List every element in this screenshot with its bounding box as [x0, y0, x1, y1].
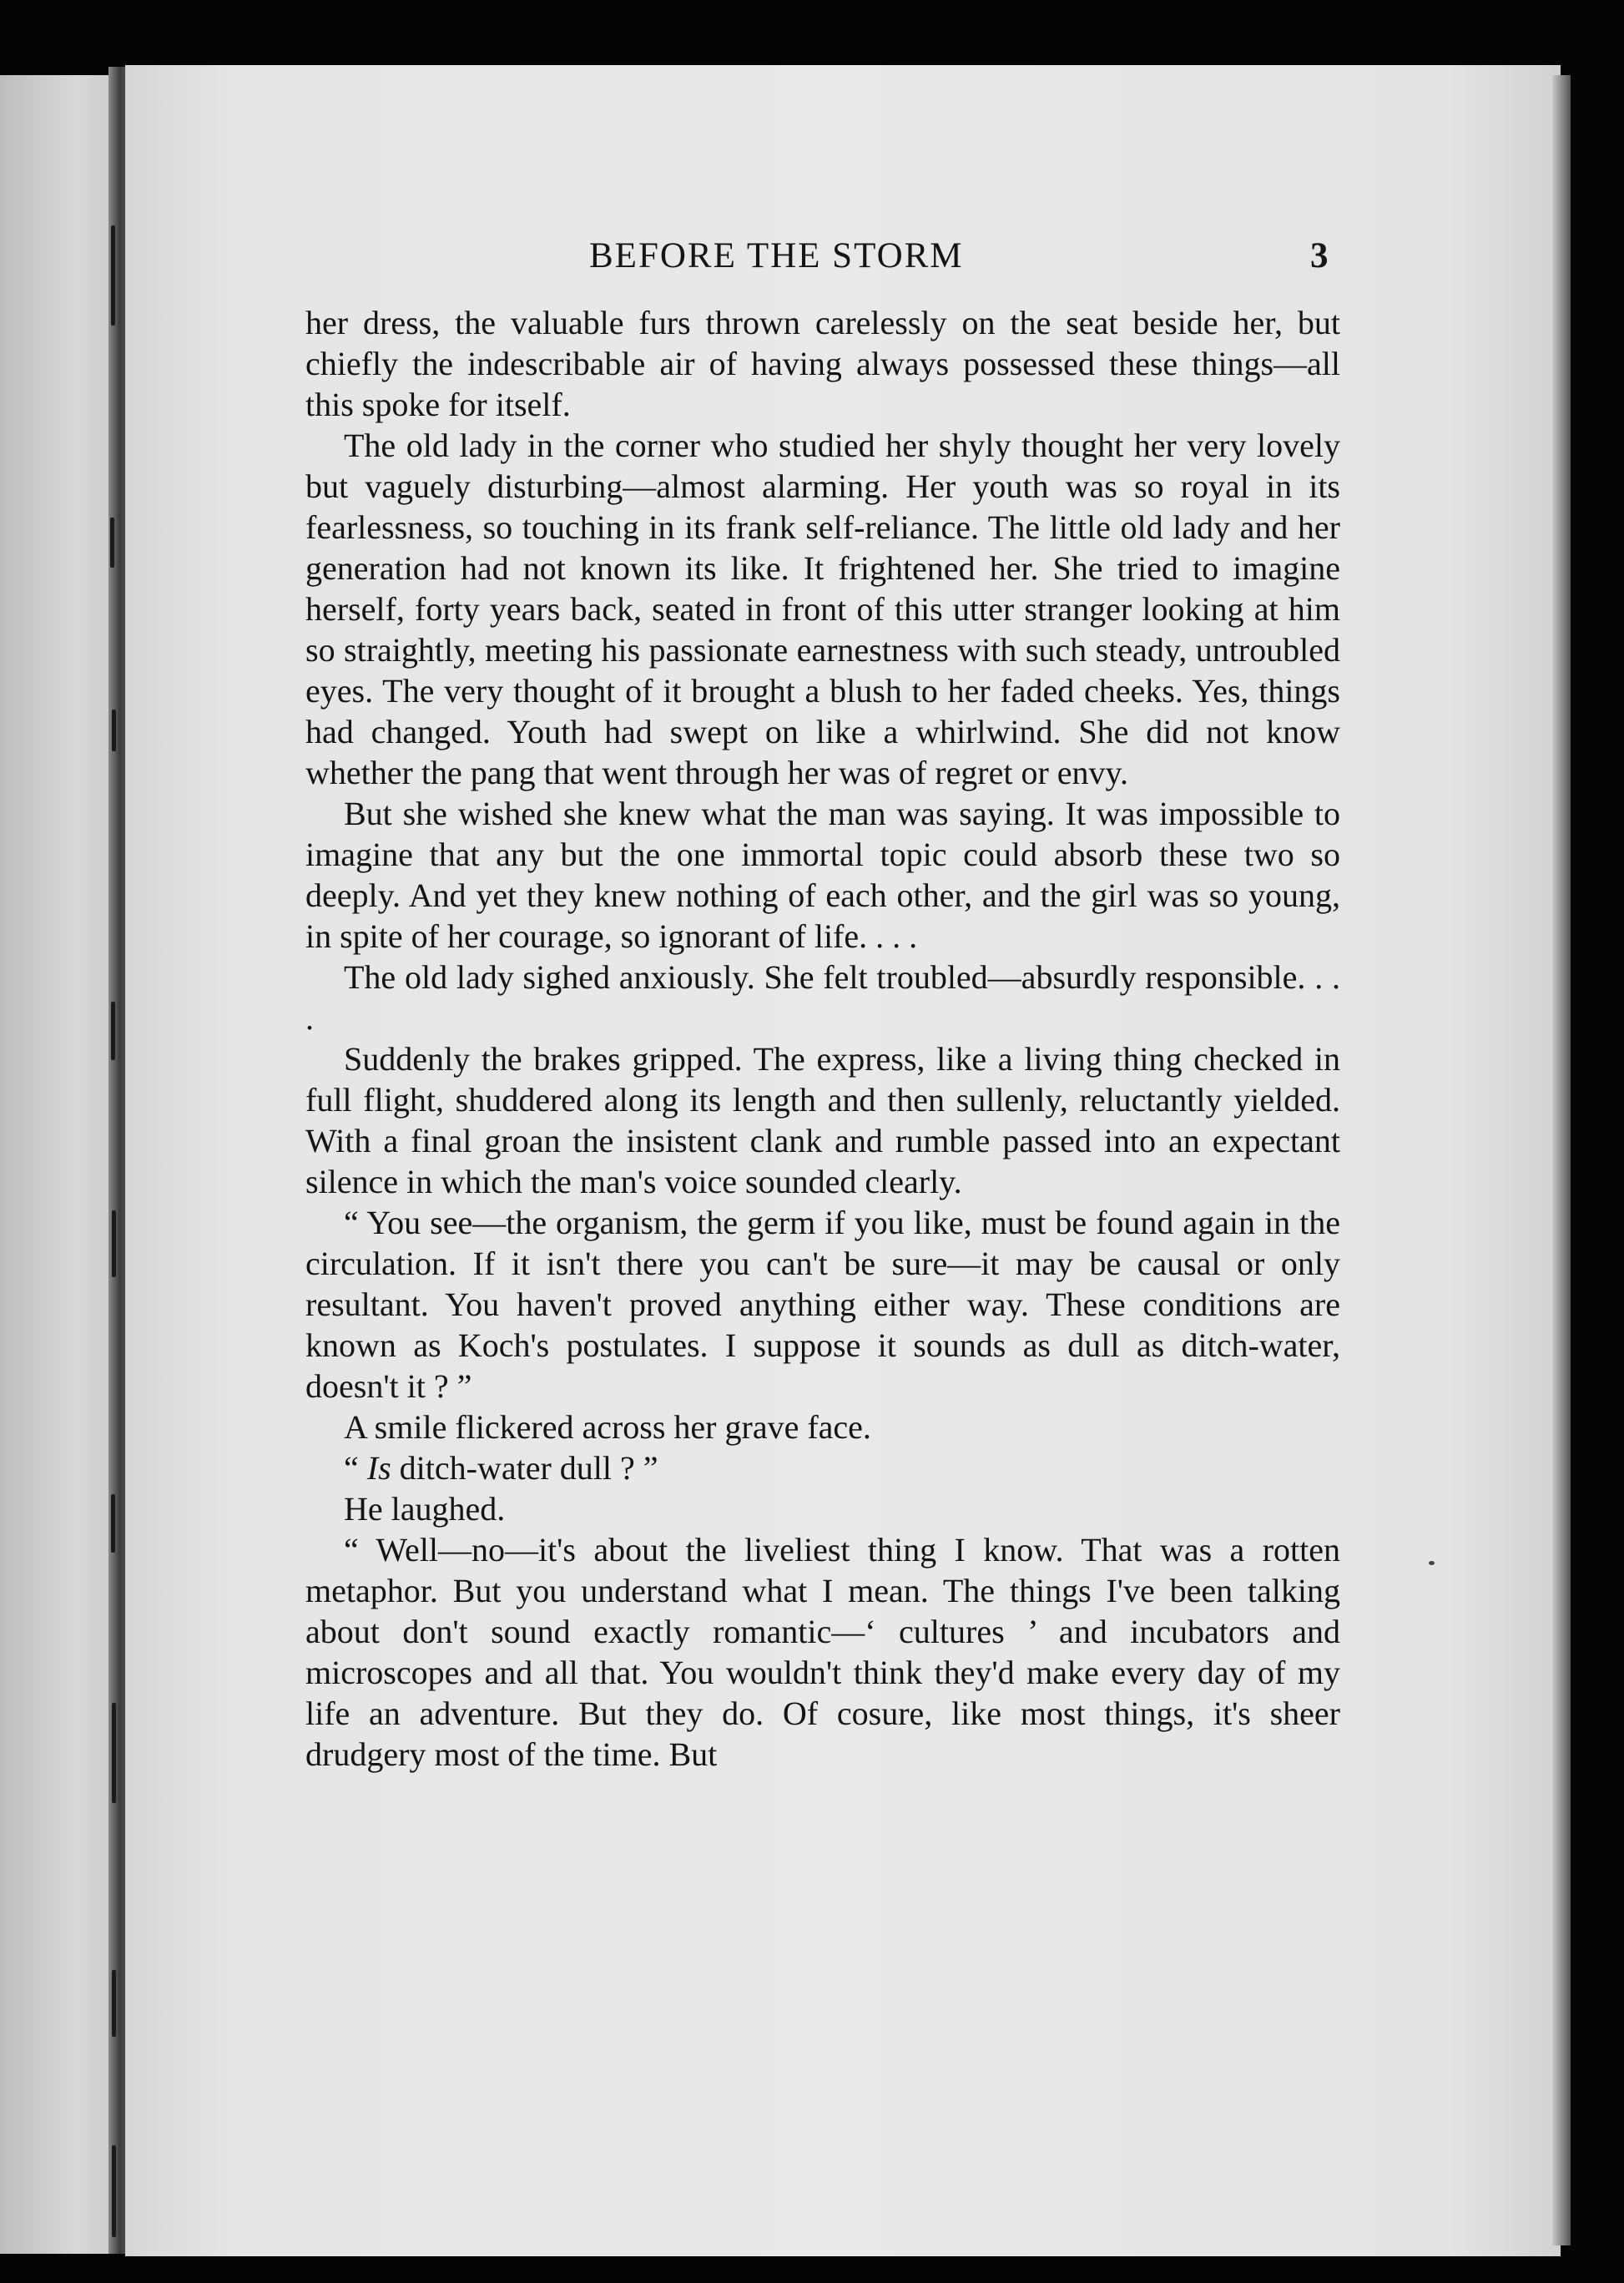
- quote-open: “: [344, 1449, 367, 1487]
- binding-mark: [111, 225, 115, 326]
- binding-mark: [111, 1002, 115, 1060]
- binding-mark: [112, 2145, 116, 2237]
- quote-rest: ditch-water dull ? ”: [391, 1449, 658, 1487]
- paragraph: The old lady in the corner who studied her shyly thought her very lovely but vaguely disturbing—almost alarming. Her youth was so royal in its fearlessness, so touching in its frank self-reliance. The little old lady and her generation had not known its like. It frightened her. She tried to imagine herself, forty years back, seated in front of this utter stranger looking at him so straightly, meeting his passionate earnestness with such steady, untroubled eyes. The very thought of it brought a blush to her faded cheeks. Yes, things had changed. Youth had swept on like a whirlwind. She did not know whether the pang that went through her was of regret or envy.: [305, 427, 1340, 791]
- paragraph: her dress, the valuable furs thrown carelessly on the seat beside her, but chiefly the indescribable air of having always possessed these things—all this spoke for itself.: [305, 304, 1340, 423]
- dialogue-line: [305, 1447, 1340, 1488]
- running-head-title: BEFORE THE STORM: [589, 236, 964, 275]
- page-fore-edge: [1552, 75, 1571, 2245]
- paragraph: Suddenly the brakes gripped. The express, like a living thing checked in full flight, shuddered along its length and then sullenly, reluctantly yielded. With a final groan the insistent clank and rumble passed into an expectant silence in which the man's voice sounded clearly.: [305, 1040, 1340, 1200]
- paragraph: The old lady sighed anxiously. She felt troubled—absurdly responsible. . . .: [305, 958, 1340, 1037]
- body-text: [305, 302, 1340, 1775]
- paragraph: He laughed.: [344, 1490, 506, 1528]
- scan-speck: [1429, 1561, 1435, 1565]
- running-head: [305, 235, 1340, 285]
- italic-word: Is: [366, 1449, 391, 1487]
- binding-mark: [112, 710, 116, 751]
- facing-page-edge: [0, 75, 125, 2254]
- paragraph: But she wished she knew what the man was saying. It was impossible to imagine that any but the one immortal topic could absorb these two so deeply. And yet they knew nothing of each other, and the girl was so young, in spite of her courage, so ignorant of life. . . .: [305, 795, 1340, 955]
- page-number: 3: [1310, 236, 1330, 275]
- paragraph: A smile flickered across her grave face.: [344, 1408, 871, 1446]
- binding-mark: [112, 1703, 116, 1803]
- binding-mark: [110, 518, 114, 568]
- paragraph: “ Well—no—it's about the liveliest thing I know. That was a rotten metaphor. But you understand what I mean. The things I've been talking about don't sound exactly romantic—‘ cultures ’ and incubators and microscopes and all that. You wouldn't think they'd make every day of my life an adventure. But they do. Of cosure, like most things, it's sheer drudgery most of the time. But: [305, 1531, 1340, 1773]
- binding-mark: [112, 1210, 116, 1277]
- paragraph: “ You see—the organism, the germ if you like, must be found again in the circulation. If it isn't there you can't be sure—it may be causal or only resultant. You haven't proved anything either way. These conditions are known as Koch's postulates. I suppose it sounds as dull as ditch-water, doesn't it ? ”: [305, 1204, 1340, 1405]
- binding-mark: [111, 1494, 115, 1553]
- binding-mark: [112, 1970, 116, 2037]
